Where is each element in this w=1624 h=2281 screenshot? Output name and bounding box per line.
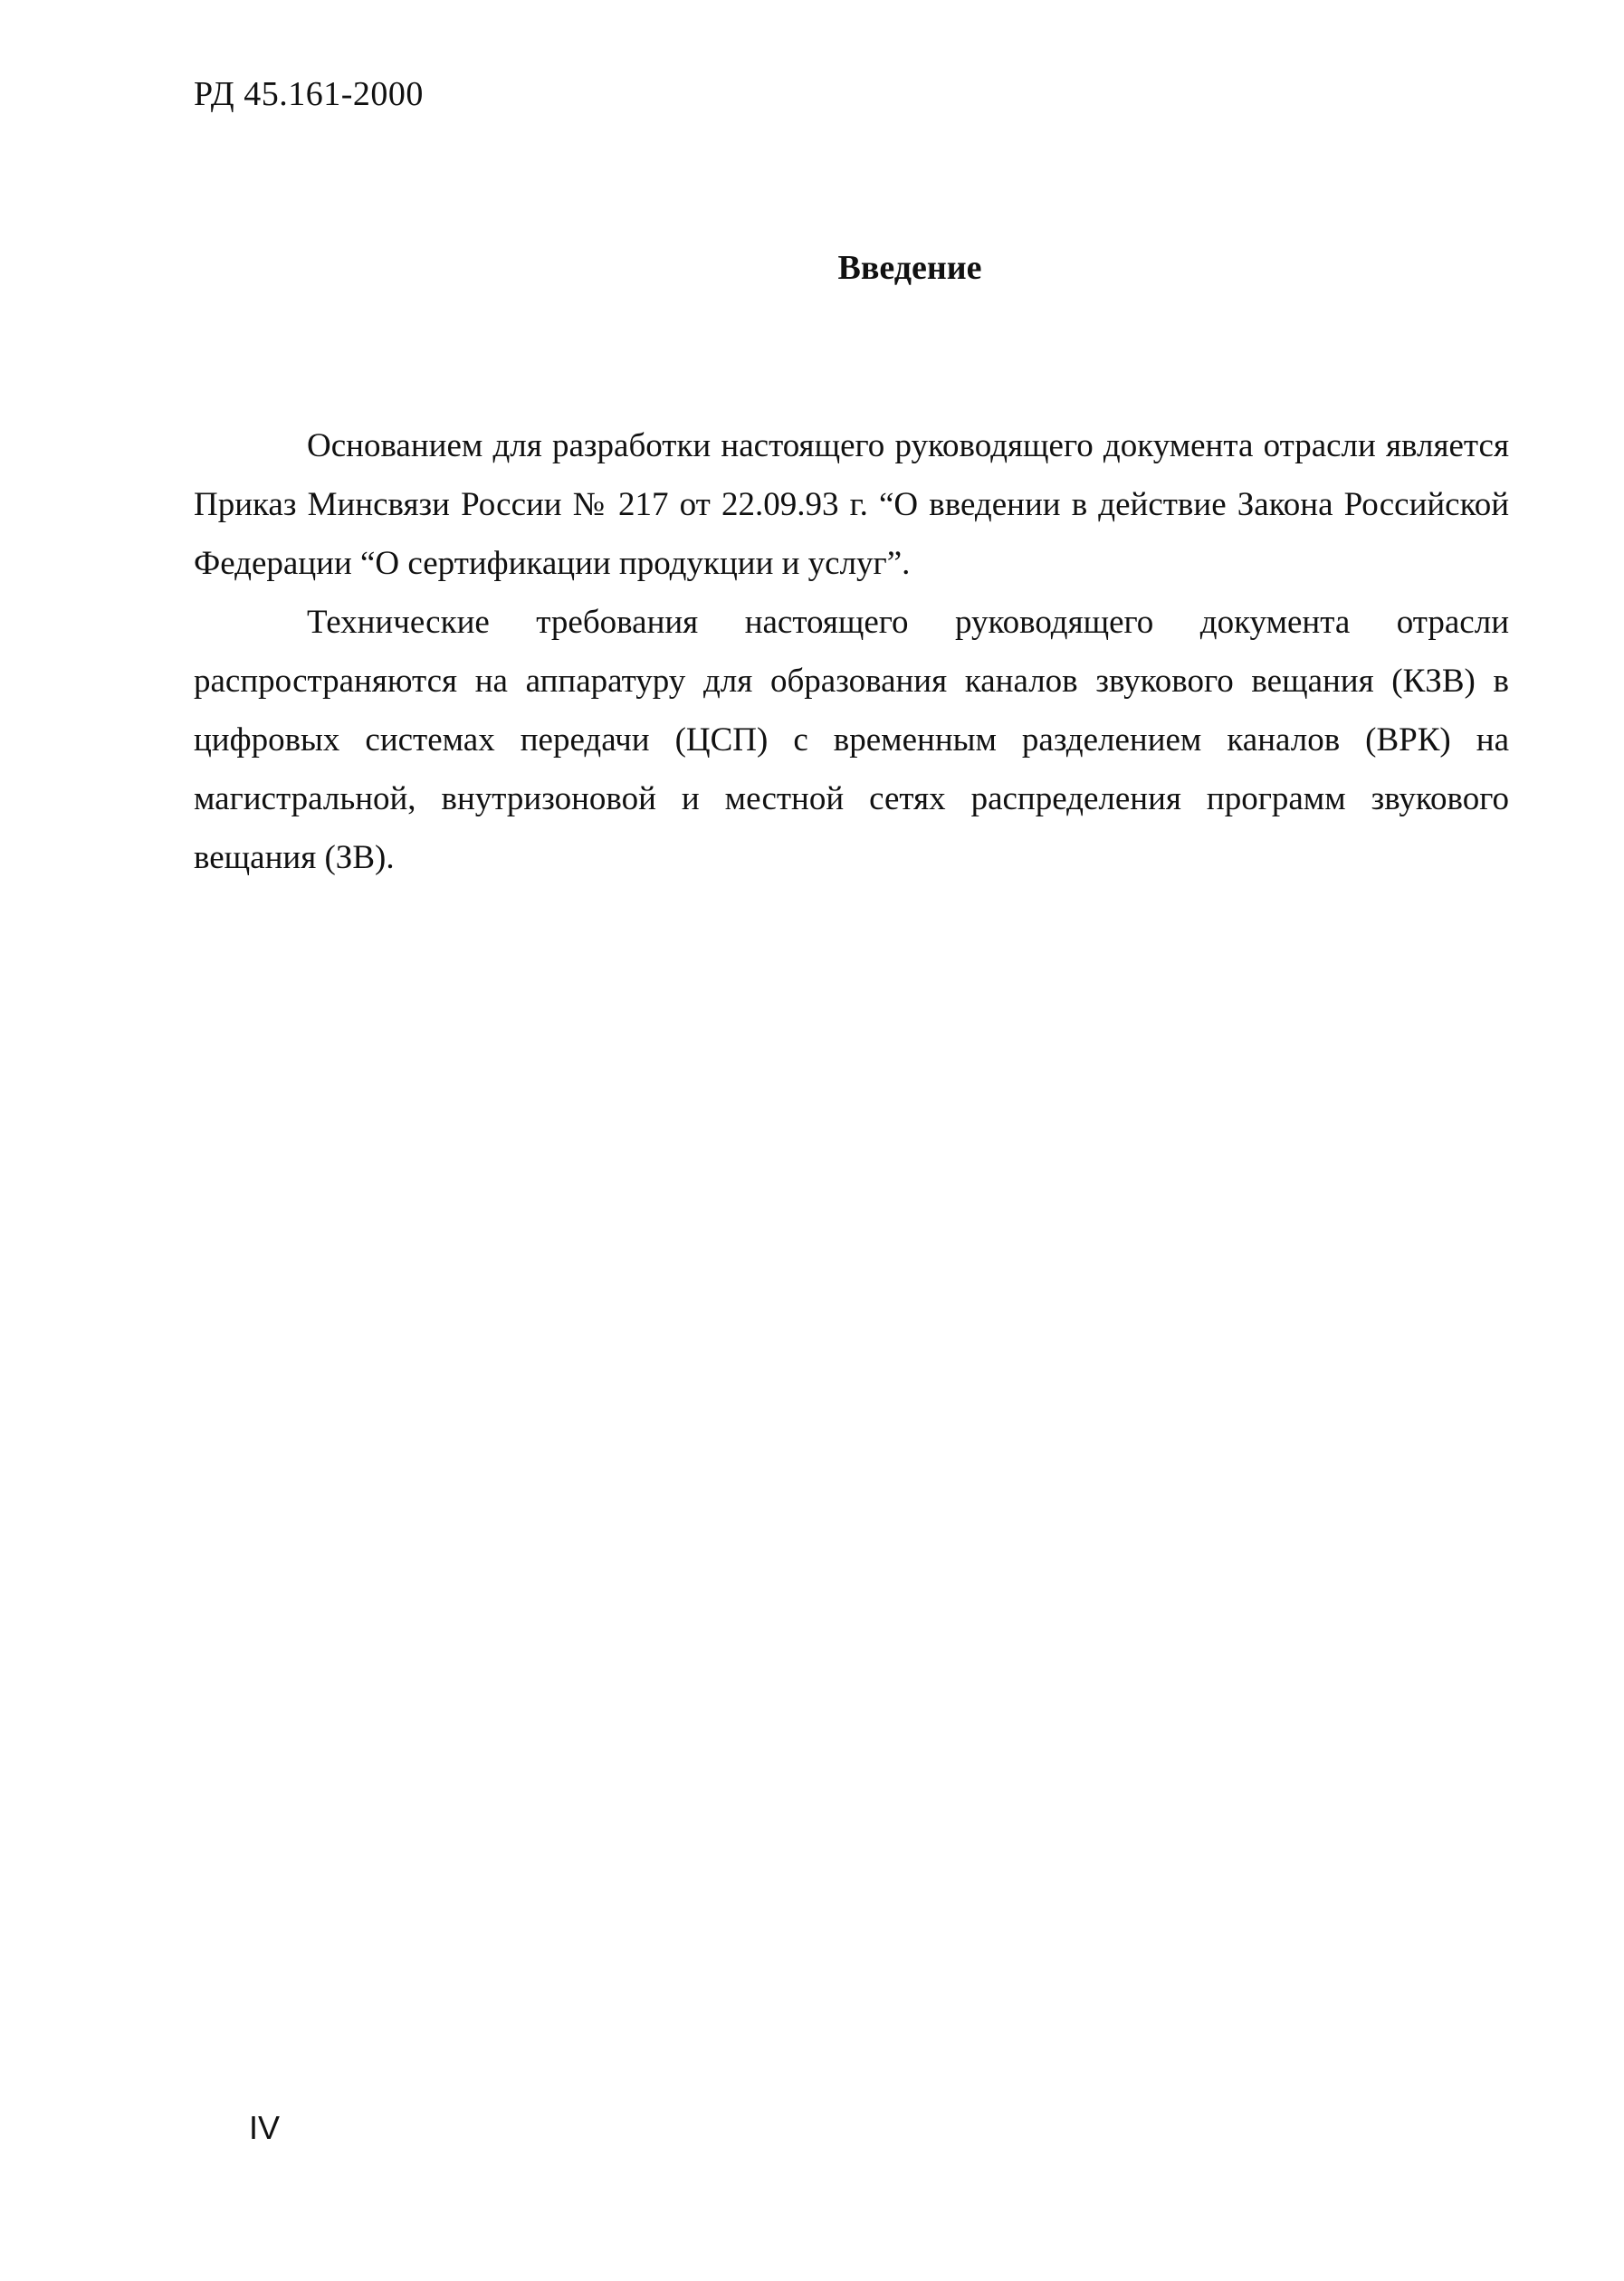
section-title: Введение <box>837 249 982 287</box>
paragraph-scope: Технические требования настоящего руководящего документа отрасли распространяются на аппаратуру для образования каналов звукового вещания (КЗВ) в цифровых системах передачи (ЦСП) с временным разделением каналов (ВРК) на магистральной, внутризоновой и местной сетях распределения программ звукового вещания (ЗВ). <box>194 604 1509 876</box>
document-code: РД 45.161-2000 <box>194 75 424 113</box>
paragraph-basis: Основанием для разработки настоящего руководящего документа отрасли является Приказ Минсвязи России № 217 от 22.09.93 г. “О введении в действие Закона Российской Федерации “О сертификации продукции и услуг”. <box>194 427 1509 582</box>
page-number: IV <box>249 2109 281 2146</box>
